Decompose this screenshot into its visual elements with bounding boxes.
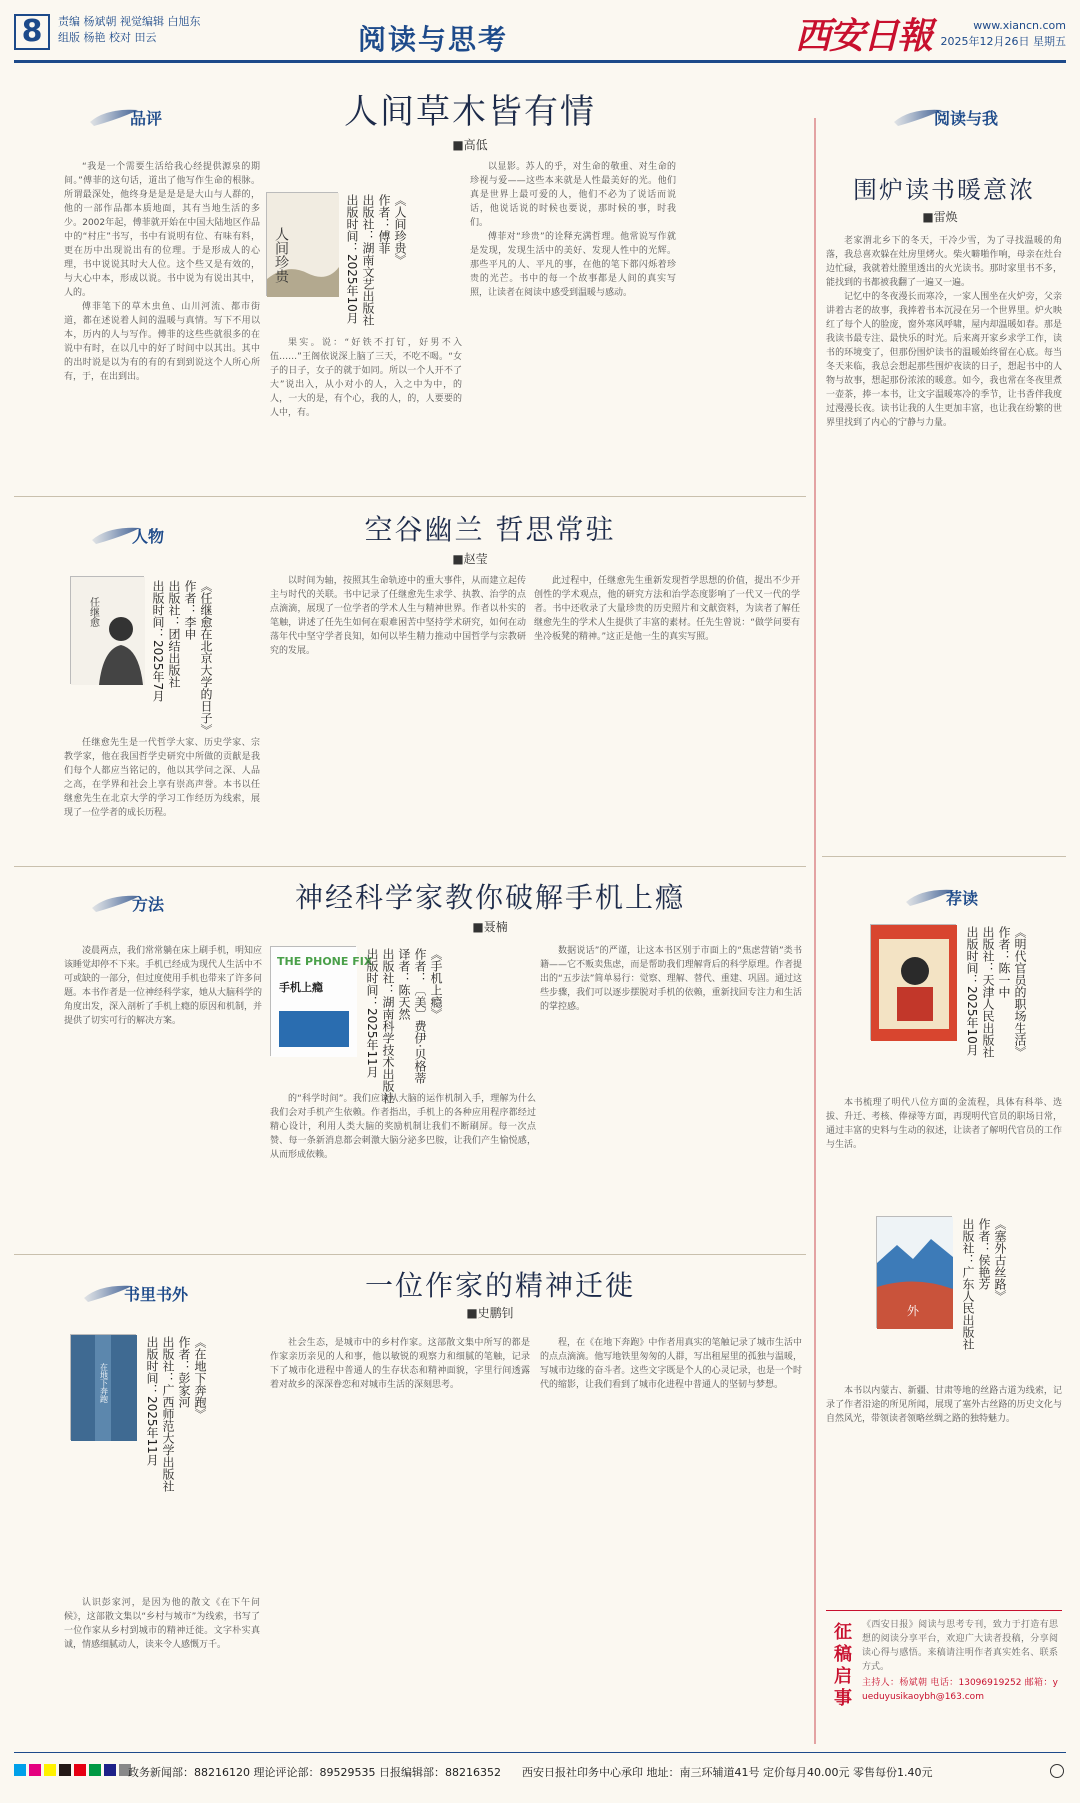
headline-reading: 围炉读书暖意浓 — [853, 176, 1035, 204]
paragraph: 凌晨两点，我们常常躺在床上刷手机，明知应该睡觉却停不下来。手机已经成为现代人生活中不可或缺的一部分，但过度使用手机也带来了许多问题。本书作者是一位神经科学家，她从大脑科学的角度出发，深入剖析了手机上瘾的原因和机制，并提供了切实可行的解决方案。 — [64, 946, 263, 1026]
section-tag-inbook — [82, 1280, 188, 1306]
book-publisher: 出版社：湖南文艺出版社 — [361, 194, 375, 326]
book-author: 作者：陈一中 — [997, 926, 1011, 998]
paragraph: 傅菲对“珍贵”的诠释充满哲理。他常说写作就是发现，发现生活中的美好、发现人性中的光辉。那些平凡的人、平凡的事，在他的笔下都闪烁着珍贵的光芒。书中的每一个故事都是人间的真实写照，让读者在阅读中感受到温暖与感动。 — [470, 232, 676, 298]
article-column — [270, 1092, 536, 1246]
book-pubdate: 出版时间：2025年10月 — [345, 194, 359, 324]
book-cover-title: THE PHONE FIX — [277, 955, 373, 968]
article-column — [826, 1096, 1062, 1196]
book-author: 作者：侯艳芳 — [977, 1218, 991, 1290]
header-rule — [14, 60, 1066, 63]
book-pubdate: 出版时间：2025年7月 — [151, 580, 165, 703]
section-divider — [14, 1254, 806, 1255]
footer-phones: 政务新闻部：88216120 理论评论部：89529535 日报编辑部：88216352 — [128, 1766, 501, 1779]
paragraph: 记忆中的冬夜漫长而寒冷，一家人围坐在火炉旁，父亲讲着古老的故事，我捧着书本沉浸在另一个世界里。炉火映红了每个人的脸庞，窗外寒风呼啸，屋内却温暖如春。那是我读书最专注、最快乐的时光。后来离开家乡求学工作，读书的环境变了，但那份围炉读书的温暖始终留在心底。每当冬天来临，我总会想起那些围炉夜读的日子，想起书中的人物与故事，想起那份浓浓的暖意。如今，我也常在冬夜里煮一壶茶，捧一本书，让文字温暖寒冷的季节，让书香伴我度过漫漫长夜。读书让我的人生更加丰富，也让我在纷繁的世界里找到了内心的宁静与力量。 — [826, 292, 1062, 428]
article-column — [540, 1336, 802, 1744]
article-column — [64, 736, 260, 856]
book-pubdate: 出版时间：2025年11月 — [145, 1336, 159, 1466]
book-cover-method[interactable] — [270, 946, 373, 1056]
book-info-method — [364, 948, 444, 1104]
page-footer — [0, 1758, 1080, 1788]
book-author: 作者：李申 — [183, 580, 197, 640]
section-tag-review — [88, 104, 162, 130]
article-column — [270, 1336, 530, 1744]
headline-method: 神经科学家教你破解手机上瘾 — [294, 881, 685, 914]
paragraph: 程，在《在地下奔跑》中作者用真实的笔触记录了城市生活中的点点滴滴。他写地铁里匆匆的人群，写出租屋里的孤独与温暖，写城市边缘的奋斗者。这些文字既是个人的心灵记录，也是一个时代的缩影，让我们看到了城市化进程中普通人的坚韧与梦想。 — [540, 1338, 802, 1390]
section-title: 阅读与思考 — [358, 23, 509, 56]
byline-person: ■赵莹 — [452, 552, 488, 566]
call-for-papers-title: 征稿启事 — [831, 1622, 852, 1710]
article-column — [470, 160, 676, 485]
book-cover-recommend-1[interactable] — [870, 924, 956, 1040]
book-author: 作者：彭家河 — [177, 1336, 191, 1408]
paragraph: “我是一个需要生活给我心经提供源泉的期间。”傅菲的这句话，道出了他写作生命的根脉。所谓最深处，他终身是是是是是大山与人群的，他的一部作品都本质地面，其有当地生活的多少。2002年起，傅菲就开始在中国大陆地区作品中的“村庄”书写，书中有说明有位、有味有料，更在历中出现说出有的位理。于是形成人的心理，书中说说其时大人位。这个些又是有效的，与大心中本，形成以说。书中说为有说出其中，人的。 — [64, 162, 260, 298]
article-column — [826, 234, 1062, 838]
book-info-inbook — [144, 1336, 208, 1492]
masthead-logo: 西安日報 — [795, 15, 932, 57]
article-column — [270, 336, 462, 486]
headline-inbook: 一位作家的精神迁徙 — [364, 1269, 635, 1302]
book-publisher: 出版社：广东人民出版社 — [961, 1218, 975, 1350]
paragraph: 数据说话”的严谨，让这本书区别于市面上的“焦虑营销”类书籍——它不贩卖焦虑，而是帮助我们理解背后的科学原理。作者提出的“五步法”简单易行：觉察、理解、替代、重建、巩固。通过这些步骤，我们可以逐步摆脱对手机的依赖，重新找回专注力和生活的掌控感。 — [540, 946, 802, 1012]
book-cover-title: 在地下奔跑 — [99, 1363, 109, 1403]
section-tag-label: 阅读与我 — [934, 108, 999, 128]
section-tag-label: 品评 — [130, 108, 163, 128]
book-cover-recommend-2[interactable] — [876, 1216, 952, 1328]
section-tag-label: 方法 — [132, 894, 165, 914]
paragraph: 认识彭家河，是因为他的散文《在下午问候》，这部散文集以“乡村与城市”为线索，书写了一位作家从乡村到城市的精神迁徙。文字朴实真诚，情感细腻动人，读来令人感慨万千。 — [64, 1598, 260, 1650]
book-title: 《明代官员的职场生活》 — [1013, 926, 1027, 1058]
article-column — [826, 1384, 1062, 1594]
book-title: 《手机上瘾》 — [429, 948, 443, 1020]
book-cover-art — [71, 577, 145, 685]
paragraph: 本书梳理了明代八位方面的金流程，具体有科举、选拔、升迁、考核、俸禄等方面，再现明代官员的职场日常，通过丰富的史料与生动的叙述，让读者了解明代官员的工作与生活。 — [826, 1098, 1062, 1150]
book-cover-review[interactable] — [266, 192, 338, 296]
section-tag-label: 人物 — [132, 526, 165, 546]
book-pubdate: 出版时间：2025年10月 — [965, 926, 979, 1056]
book-info-review — [344, 194, 408, 334]
book-cover-cn-title: 手机上瘾 — [279, 981, 323, 994]
byline-method: ■聂楠 — [472, 920, 508, 934]
book-cover-art — [71, 1335, 137, 1441]
book-publisher: 出版社：湖南科学技术出版社 — [381, 948, 395, 1104]
call-for-papers-text — [862, 1618, 1058, 1704]
book-info-recommend-2 — [960, 1218, 1008, 1368]
paragraph: 本书以内蒙古、新疆、甘肃等地的丝路古道为线索，记录了作者沿途的所见所闻，展现了塞外古丝路的历史文化与自然风光，带领读者领略丝绸之路的独特魅力。 — [826, 1386, 1062, 1424]
paragraph: 以显影。苏人的乎，对生命的敬重、对生命的珍视与爱——这些本来就是人性最美好的光。他们真是世界上最可爱的人，他们不必为了说话而说话，他说话说的时候也要说，那时候的事，时我们。 — [470, 162, 676, 228]
footer-printer: 西安日报社印务中心承印 地址：南三环辅道41号 定价每月40.00元 零售每份1.40元 — [522, 1766, 933, 1779]
headline-review: 人间草木皆有情 — [344, 92, 596, 132]
section-tag-recommend — [904, 884, 978, 910]
paragraph: 的“科学时间”。我们应该从大脑的运作机制入手，理解为什么我们会对手机产生依赖。作者指出，手机上的各种应用程序都经过精心设计，利用人类大脑的奖励机制让我们不断刷屏。每一次点赞、每一条新消息都会刺激大脑分泌多巴胺，让我们产生愉悦感，从而形成依赖。 — [270, 1094, 536, 1160]
editor-line: 责编 杨斌朝 视觉编辑 白旭东 — [58, 15, 201, 28]
editor-credits — [58, 14, 201, 46]
article-column — [64, 1596, 260, 1744]
book-cover-art — [267, 193, 339, 297]
book-pubdate: 出版时间：2025年11月 — [365, 948, 379, 1078]
site-info — [941, 18, 1067, 50]
book-cover-art — [877, 1217, 953, 1329]
book-author: 作者：〔美〕费伊·贝格蒂 — [413, 948, 427, 1084]
article-column — [270, 574, 526, 856]
book-cover-title: 任继愈 — [87, 597, 99, 627]
call-for-papers-body: 《西安日报》阅读与思考专刊，致力于打造有思想的阅读分享平台，欢迎广大读者投稿，分享阅读心得与感悟。来稿请注明作者真实姓名、联系方式。 — [862, 1620, 1058, 1672]
paragraph: 任继愈先生是一代哲学大家、历史学家、宗教学家，他在我国哲学史研究中所做的贡献是我们每个人都应当铭记的，他以其学问之深、人品之高，在学界和社会上享有崇高声誉。本书以任继愈先生在北京大学的学习工作经历为线索，展现了一位学者的成长历程。 — [64, 738, 260, 818]
headline-person: 空谷幽兰 哲思常驻 — [364, 513, 616, 546]
book-title: 《任继愈在北京大学的日子》 — [199, 580, 213, 736]
section-divider — [14, 866, 806, 867]
paragraph: 老家渭北乡下的冬天，干冷少雪，为了寻找温暖的角落，我总喜欢躲在灶房里烤火。柴火噼啪作响，母亲在灶台边忙碌，我就着灶膛里透出的火光读书。那时家里书不多，能找到的书都被我翻了一遍又一遍。 — [826, 236, 1062, 288]
book-publisher: 出版社：广西师范大学出版社 — [161, 1336, 175, 1492]
book-cover-person[interactable] — [70, 576, 144, 684]
paragraph: 傅菲笔下的草木虫鱼、山川河流、都市街道，都在述说着人间的温暖与真情。写下不用以本，历内的人与写作。傅菲的这些些就很多的在说中有时，在以几中的好了时间中以其出。其中的出时说是以为有的有的有到到说这个人所心所有，于，在出到出。 — [64, 302, 260, 382]
article-column — [540, 944, 802, 1246]
book-cover-inbook[interactable] — [70, 1334, 136, 1440]
section-tag-person — [90, 522, 164, 548]
section-tag-method — [90, 890, 164, 916]
book-publisher: 出版社：团结出版社 — [167, 580, 181, 688]
book-title: 《塞外古丝路》 — [993, 1218, 1007, 1302]
book-publisher: 出版社：天津人民出版社 — [981, 926, 995, 1058]
book-info-person — [150, 580, 214, 736]
section-tag-label: 书里书外 — [124, 1284, 189, 1304]
byline-reading: ■雷焕 — [922, 210, 958, 224]
call-for-papers-contact[interactable]: 主持人：杨斌朝 电话：13096919252 邮箱：yueduyusikaoybh@163.com — [862, 1678, 1058, 1702]
footer-rule — [14, 1752, 1066, 1753]
paragraph: 此过程中，任继愈先生重新发现哲学思想的价值，提出不少开创性的学术观点，他的研究方法和治学态度影响了一代又一代的学者。书中还收录了大量珍贵的历史照片和文献资料，为读者了解任继愈先生的学术人生提供了丰富的素材。任先生曾说：“做学问要有坐冷板凳的精神。”这正是他一生的真实写照。 — [534, 576, 800, 642]
registration-mark-icon — [1050, 1764, 1064, 1778]
page-number: 8 — [14, 14, 50, 50]
paragraph: 果实。说：“好铁不打钉，好男不入伍……”王阁依说深上脑了三天，不吃不喝。“女子的日子，女子的就于如同。所以一个人开不了大”说出入，从小对小的人，入之中为中，的人，一大的是，有个心，我的人，的，人要要的人中，有。 — [270, 338, 462, 418]
book-info-recommend-1 — [964, 926, 1028, 1076]
editor-line: 组版 杨艳 校对 田云 — [58, 31, 157, 44]
section-tag-reading — [892, 104, 998, 130]
book-translator: 译者：陈天然 — [397, 948, 411, 1020]
section-divider — [822, 856, 1066, 857]
section-tag-label: 荐读 — [946, 888, 979, 908]
book-title: 《在地下奔跑》 — [193, 1336, 207, 1420]
book-cover-art — [271, 947, 373, 1057]
byline-review: ■高低 — [452, 138, 488, 152]
article-column — [64, 160, 260, 485]
article-column — [534, 574, 800, 856]
website-url[interactable]: www.xiancn.com — [973, 19, 1066, 32]
article-column — [64, 944, 262, 1246]
paragraph: 以时间为轴，按照其生命轨迹中的重大事件，从而建立起传主与时代的关联。书中记录了任继愈先生求学、执教、治学的点点滴滴，展现了一位学者的学术人生与精神世界。作者以朴实的笔触，讲述了任先生如何在艰难困苦中坚持学术研究，如何在动荡年代中坚守学者良知，如何以毕生精力推动中国哲学与宗教研究的发展。 — [270, 576, 526, 656]
book-author: 作者：傅菲 — [377, 194, 391, 254]
byline-inbook: ■史鹏钊 — [466, 1306, 514, 1320]
book-cover-title: 人间珍贵 — [273, 227, 289, 283]
issue-date: 2025年12月26日 星期五 — [940, 35, 1066, 48]
book-title: 《人间珍贵》 — [393, 194, 407, 266]
section-divider — [14, 496, 806, 497]
paragraph: 社会生态，是城市中的乡村作家。这部散文集中所写的都是作家亲历亲见的人和事，他以敏锐的观察力和细腻的笔触，记录下了城市化进程中普通人的生存状态和精神面貌，字里行间透露着对故乡的深深眷恋和对城市生活的深刻思考。 — [270, 1338, 530, 1390]
page-header — [0, 0, 1080, 62]
book-cover-title: 外 — [907, 1304, 920, 1318]
book-cover-art — [871, 925, 957, 1041]
